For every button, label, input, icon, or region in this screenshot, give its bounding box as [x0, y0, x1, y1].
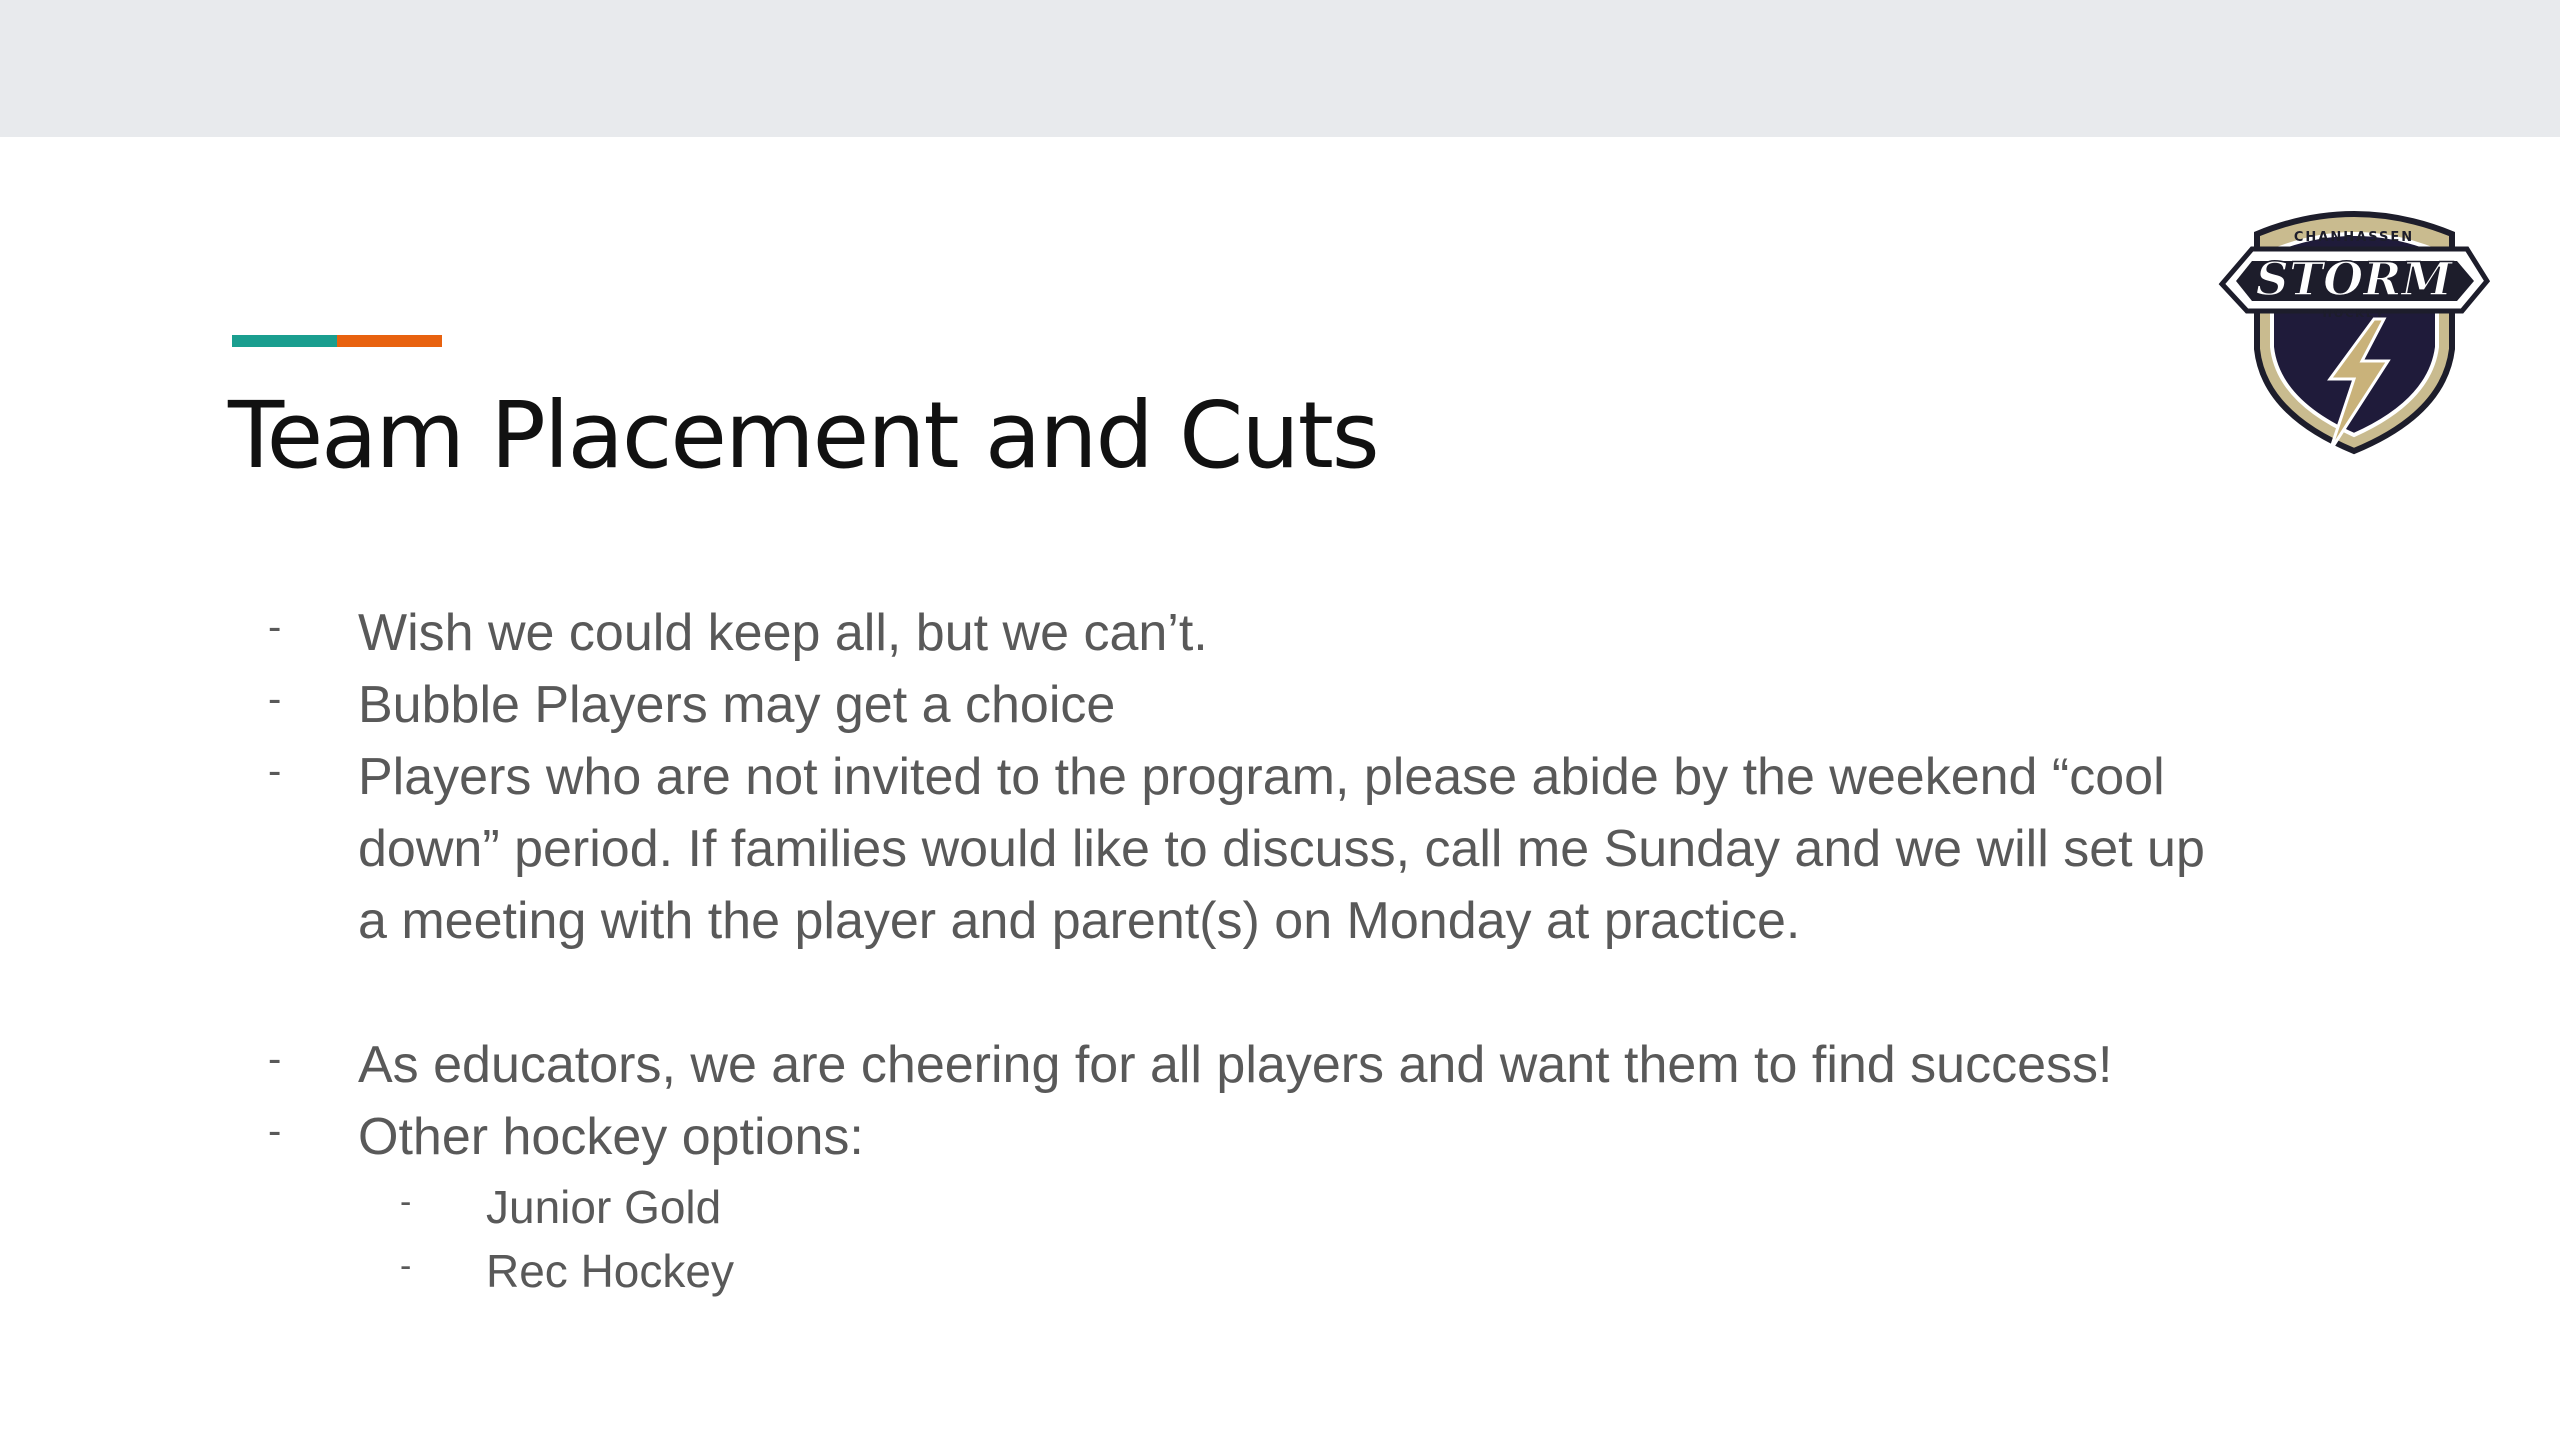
logo-text-bottom: HOCKEY: [2322, 307, 2386, 320]
bullet-text: Bubble Players may get a choice: [358, 676, 1116, 734]
bullet-text: Other hockey options:: [358, 1108, 864, 1166]
slide-title: Team Placement and Cuts: [228, 382, 1378, 489]
sub-bullet-text: Rec Hockey: [486, 1245, 734, 1297]
bullet-text: As educators, we are cheering for all players and want them to find success!: [358, 1036, 2113, 1094]
logo-text-top: CHANHASSEN: [2293, 230, 2415, 245]
bullet-text-line: down” period. If families would like to discuss, call me Sunday and we will set up: [358, 820, 2205, 878]
storm-hockey-logo: [2212, 189, 2497, 464]
bullet-marker: -: [268, 749, 282, 793]
top-gray-band: [0, 0, 2560, 137]
bullet-marker: -: [268, 605, 282, 649]
bullet-marker: -: [268, 1109, 282, 1153]
slide: [0, 137, 2560, 1440]
accent-teal-segment: [232, 335, 337, 347]
sub-bullet-text: Junior Gold: [486, 1181, 722, 1233]
bullet-text-line: a meeting with the player and parent(s) on Monday at practice.: [358, 892, 1801, 950]
sub-bullet-marker: -: [400, 1247, 412, 1285]
accent-orange-segment: [337, 335, 442, 347]
sub-bullet-marker: -: [400, 1183, 412, 1221]
bullet-text: Wish we could keep all, but we can’t.: [358, 604, 1208, 662]
logo-text-main: STORM: [2255, 252, 2453, 306]
bullet-marker: -: [268, 677, 282, 721]
title-accent-bar: [232, 335, 442, 347]
bullet-marker: -: [268, 1037, 282, 1081]
bullet-text-line: Players who are not invited to the program, please abide by the weekend “cool: [358, 748, 2165, 806]
